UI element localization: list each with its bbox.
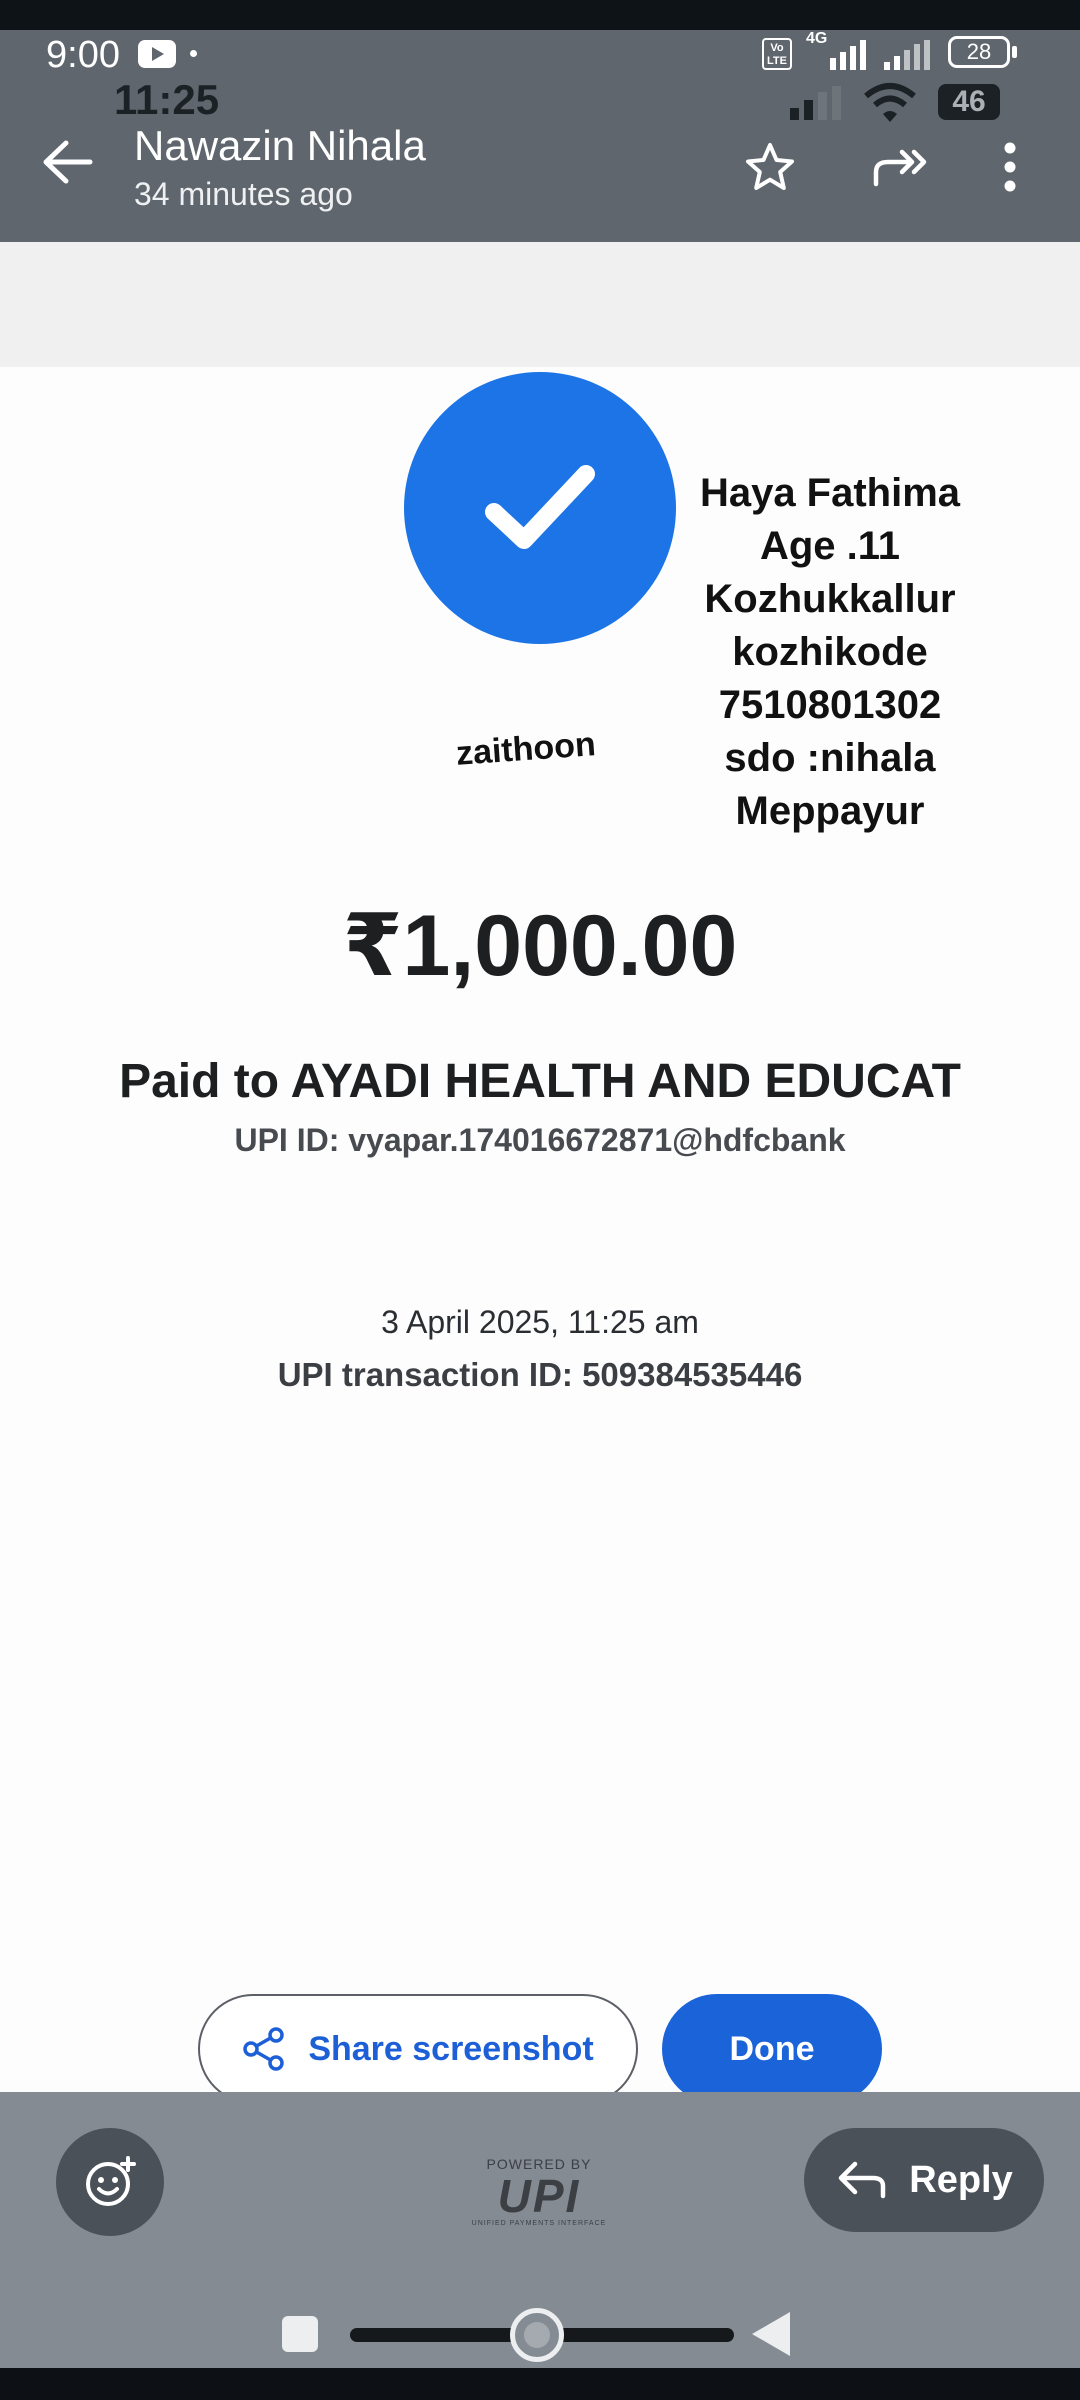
note-line: 7510801302 (718, 683, 942, 727)
embedded-status-time: 11:25 (114, 76, 220, 123)
reply-button[interactable] (804, 2128, 1044, 2232)
screen-top-edge (0, 0, 1080, 30)
upi-subtitle: UNIFIED PAYMENTS INTERFACE (471, 2220, 607, 2227)
sent-time: 34 minutes ago (134, 176, 353, 212)
signal-icon-2 (884, 38, 930, 70)
upi-powered-by: POWERED BY (486, 2156, 592, 2172)
transaction-id: UPI transaction ID: 509384535446 (277, 1356, 803, 1393)
note-line: sdo :nihala (724, 736, 936, 780)
note-line: Meppayur (735, 789, 925, 833)
upi-logo (464, 2156, 614, 2227)
reply-icon (835, 2160, 887, 2200)
star-icon[interactable] (744, 142, 796, 192)
youtube-icon (138, 40, 176, 68)
top-band (0, 242, 1080, 367)
embedded-signal-icon (790, 88, 841, 120)
status-time: 9:00 (46, 34, 120, 76)
note-line: Haya Fathima (699, 471, 961, 515)
bottom-action-bar (0, 2092, 1080, 2368)
back-arrow-icon[interactable] (40, 138, 94, 186)
volte-icon: Vo LTE (762, 38, 792, 70)
success-check-icon (404, 372, 676, 644)
transaction-date: 3 April 2025, 11:25 am (381, 1304, 699, 1340)
embedded-battery-icon: 46 (938, 84, 1000, 120)
home-nav-icon[interactable] (510, 2308, 564, 2362)
note-line: kozhikode (732, 630, 928, 674)
recents-nav-icon[interactable] (282, 2316, 318, 2352)
share-screenshot-button[interactable] (198, 1994, 638, 2104)
reply-label: Reply (909, 2158, 1013, 2201)
notification-dot-icon (190, 50, 197, 57)
share-icon (242, 2027, 286, 2071)
embedded-wifi-icon (862, 82, 918, 124)
note-line: Age .11 (759, 524, 901, 568)
payee-name: Paid to AYADI HEALTH AND EDUCAT (119, 1055, 961, 1108)
network-type: 4G (806, 30, 828, 47)
share-label: Share screenshot (308, 2029, 594, 2068)
battery-icon: 28 (948, 36, 1010, 68)
payment-receipt (0, 242, 1080, 2092)
done-button[interactable]: Done (662, 1994, 882, 2104)
screen-bottom-edge (0, 2368, 1080, 2400)
note-line: Kozhukkallur (704, 577, 956, 621)
react-emoji-button[interactable] (56, 2128, 164, 2236)
handwritten-name: zaithoon (454, 725, 597, 773)
add-reaction-icon (82, 2154, 138, 2210)
donor-note (660, 467, 1000, 838)
payment-amount: ₹1,000.00 (342, 898, 738, 994)
signal-icon (830, 38, 866, 70)
sender-name: Nawazin Nihala (134, 122, 426, 169)
payee-upi-id: UPI ID: vyapar.174016672871@hdfcbank (234, 1122, 846, 1158)
forward-all-icon[interactable] (872, 146, 930, 188)
upi-logo-text: UPI (497, 2170, 581, 2222)
app-header (0, 30, 1080, 242)
more-options-icon[interactable] (1004, 142, 1016, 192)
back-nav-icon[interactable] (752, 2312, 790, 2356)
